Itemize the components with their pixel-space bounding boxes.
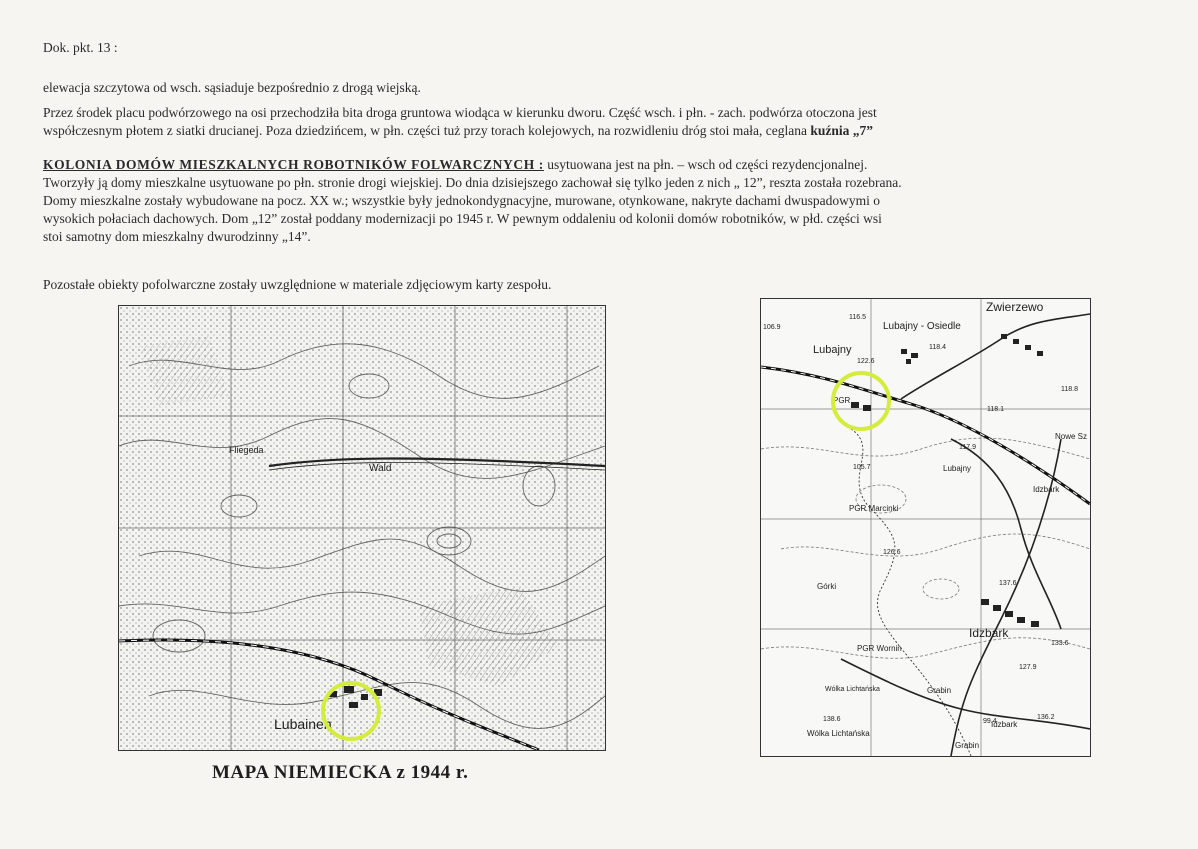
- paragraph-line: Przez środek placu podwórzowego na osi przechodziła bita droga gruntowa wiodąca w kierunku dworu. Część wsch. i płn. - zach. podwórza otoczona jest: [43, 105, 877, 120]
- height-label: 118.1: [987, 406, 1004, 413]
- paragraph-line: Domy mieszkalne zostały wybudowane na pocz. XX w.; wszystkie były jednokondygnacyjne, murowane, otynkowane, nakryte dachami dwuspadowymi o: [43, 193, 881, 208]
- paragraph-line: [43, 122, 873, 140]
- map-label: PGR Marcinki: [849, 504, 899, 513]
- text-segment: współczesnym płotem z siatki drucianej. Poza dziedzińcem, w płn. części tuż przy torach kolejowych, na rozwidleniu dróg stoi mała, ceglana: [43, 123, 811, 138]
- paragraph-line: Pozostałe obiekty pofolwarczne zostały uwzględnione w materiale zdjęciowym karty zespołu.: [43, 277, 552, 292]
- height-label: 99.4: [983, 718, 997, 725]
- height-label: 116.5: [849, 314, 866, 321]
- map-label: Wald: [369, 463, 392, 474]
- map-label: PGR: [833, 396, 851, 405]
- paragraph-line: Tworzyły ją domy mieszkalne usytuowane po płn. stronie drogi wiejskiej. Do dnia dzisiejszego zachował się tylko jeden z nich „ 12”, reszta została rozebrana.: [43, 175, 902, 190]
- map-label: Grabin: [955, 741, 980, 750]
- height-label: 137.6: [999, 580, 1017, 587]
- smithy-reference: kuźnia „7”: [810, 123, 874, 138]
- section-heading-line: [43, 156, 867, 174]
- map-label: Idzbark: [969, 626, 1009, 640]
- document-reference: Dok. pkt. 13 :: [43, 40, 118, 55]
- map-label: Zwierzewo: [986, 300, 1044, 314]
- height-label: 136.2: [1037, 714, 1055, 721]
- height-label: 127.9: [1019, 664, 1037, 671]
- map-label: Lubainen: [274, 716, 332, 732]
- modern-map-drawing: [761, 299, 1090, 756]
- text-segment: usytuowana jest na płn. – wsch od części rezydencjonalnej.: [543, 157, 868, 172]
- map-label: Lubajny: [813, 344, 852, 356]
- map-label: Grabin: [927, 686, 952, 695]
- map-label: Idzbark: [991, 720, 1018, 729]
- section-heading: KOLONIA DOMÓW MIESZKALNYCH ROBOTNIKÓW FOLWARCZNYCH :: [43, 157, 544, 172]
- map-label: Lubajny - Osiedle: [883, 321, 961, 332]
- paragraph-line: elewacja szczytowa od wsch. sąsiaduje bezpośrednio z drogą wiejską.: [43, 80, 421, 95]
- height-label: 133.6: [1051, 640, 1069, 647]
- height-label: 126.6: [883, 549, 901, 556]
- map-label: Górki: [817, 582, 837, 591]
- height-label: 106.9: [763, 324, 781, 331]
- map-label: Wólka Lichtańska: [825, 686, 880, 693]
- height-label: 118.8: [1061, 386, 1078, 393]
- german-map-caption: MAPA NIEMIECKA z 1944 r.: [212, 762, 469, 783]
- map-label: Fliegeda: [229, 445, 264, 455]
- map-label: PGR Wornin: [857, 644, 902, 653]
- german-map-drawing: [119, 306, 605, 750]
- german-map-1944: [118, 305, 606, 751]
- height-label: 138.6: [823, 716, 841, 723]
- height-label: 105.7: [853, 464, 871, 471]
- map-label: Wólka Lichtańska: [807, 729, 870, 738]
- map-label: Lubajny: [943, 464, 972, 473]
- map-label: Idzbark: [1033, 485, 1060, 494]
- modern-map: [760, 298, 1091, 757]
- height-label: 118.4: [929, 344, 946, 351]
- paragraph-line: stoi samotny dom mieszkalny dwurodzinny „14”.: [43, 229, 311, 244]
- paragraph-line: wysokich połaciach dachowych. Dom „12” został poddany modernizacji po 1945 r. W pewnym oddaleniu od kolonii domów robotników, w płd. części wsi: [43, 211, 882, 226]
- map-label: Nowe Sz: [1055, 432, 1088, 441]
- height-label: 117.9: [959, 444, 976, 451]
- height-label: 122.6: [857, 358, 875, 365]
